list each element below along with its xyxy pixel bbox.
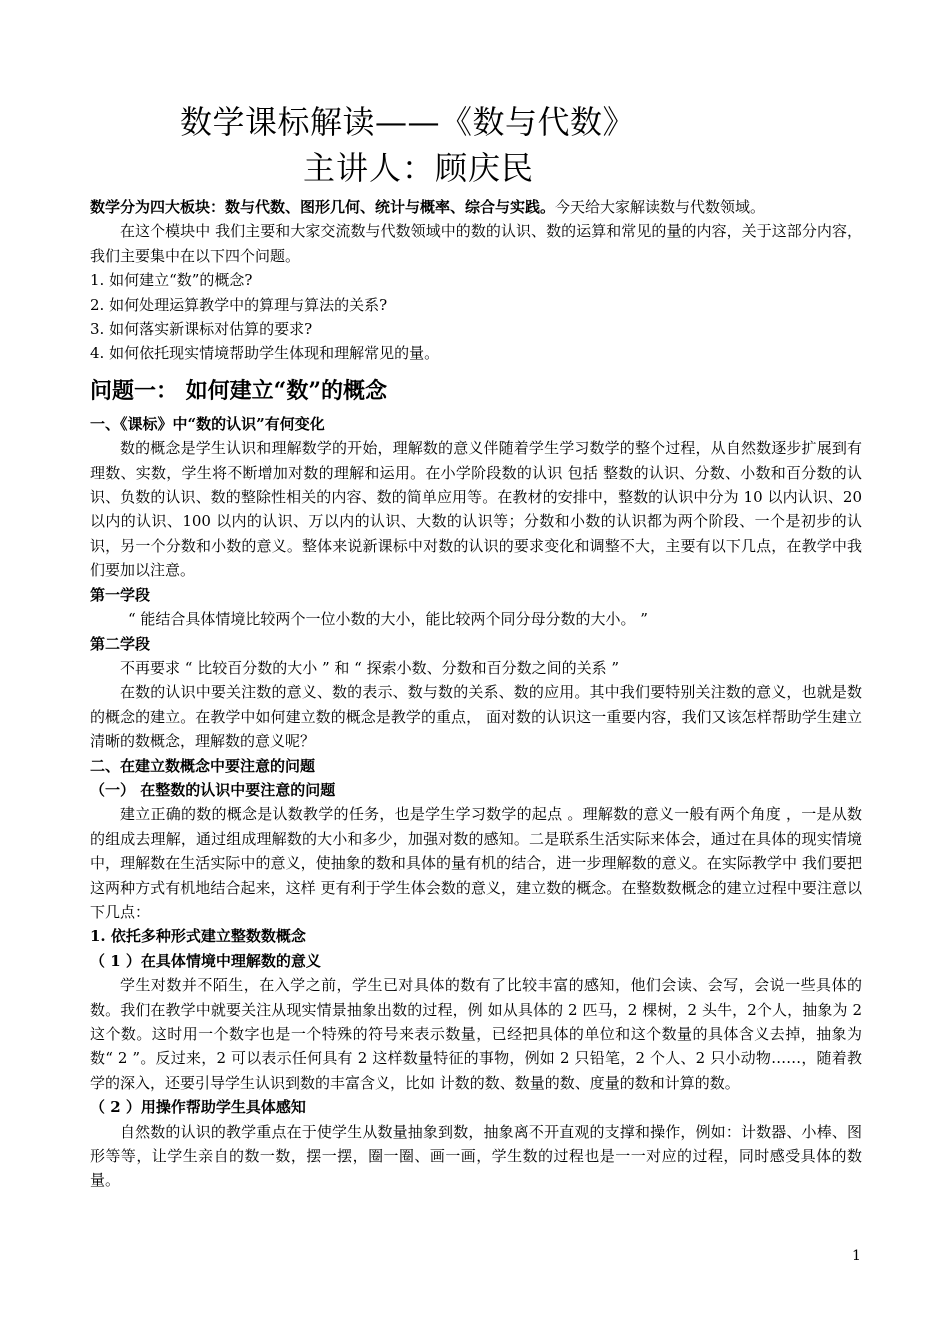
question-item-1: 1. 如何建立“数”的概念? — [90, 271, 253, 290]
subsection-heading-2a: （一） 在整数的认识中要注意的问题 — [90, 780, 336, 799]
stage1-label: 第一学段 — [90, 585, 151, 604]
stage2-label: 第二学段 — [90, 634, 151, 653]
page-number: 1 — [852, 1248, 861, 1264]
point-heading-1a: （ 1 ）在具体情境中理解数的意义 — [90, 951, 321, 970]
intro-lead-rest: 今天给大家解读数与代数领域。 — [555, 198, 766, 216]
subsection-heading-1: 一、《课标》中“数的认识”有何变化 — [90, 414, 325, 433]
question-item-2: 2. 如何处理运算教学中的算理与算法的关系? — [90, 295, 388, 314]
speaker-line: 主讲人：顾庆民 — [303, 149, 535, 187]
point-heading-1: 1. 依托多种形式建立整数数概念 — [90, 927, 306, 946]
paragraph-integer-concept: 建立正确的数的概念是认数教学的任务，也是学生学习数学的起点 。理解数的意义一般有两个角度 ，一是从数的组成去理解，通过组成理解数的大小和多少，加强对数的感知。二是联系生活实际来体会，通过在具体的现实情境中，理解数在生活实际中的意义，使抽象的数和具体的量有机的结合，进一步理解数的意义。在实际教学中 我们要把这两种方式有机地结合起来，这样 更有利于学生体会数的意义，建立数的概念。在整数数概念的建立过程中要注意以下几点： — [90, 805, 862, 921]
subsection-heading-2: 二、在建立数概念中要注意的问题 — [90, 756, 316, 775]
question-item-3: 3. 如何落实新课标对估算的要求? — [90, 320, 313, 339]
paragraph-context-meaning: 学生对数并不陌生，在入学之前，学生已对具体的数有了比较丰富的感知，他们会读、会写，会说一些具体的数。我们在教学中就要关注从现实情景抽象出数的过程，例 如从具体的 2 匹马，2 棵树，2 头牛，2个人，抽象为 2 这个数。这时用一个数字也是一个特殊的符号来表示数量，已经把具体的单位和这个数量的具体含义去掉，抽象为数“ 2 ”。反过来，2 可以表示任何具有 2 这样数量特征的事物，例如 2 只铅笔，2 个人、2 只小动物……，随着教学的深入，还要引导学生认识到数的丰富含义，比如 计数的数、数量的数、度量的数和计算的数。 — [90, 976, 862, 1092]
paragraph-number-concept: 数的概念是学生认识和理解数学的开始，理解数的意义伴随着学生学习数学的整个过程，从自然数逐步扩展到有理数、实数，学生将不断增加对数的理解和运用。在小学阶段数的认识 包括 整数的认识、分数、小数和百分数的认识、负数的认识、数的整除性相关的内容、数的简单应用等。在教材的安排中，整数的认识中分为 10 以内认识、20 以内的认识、100 以内的认识、万以内的认识、大数的认识等；分数和小数的认识都为两个阶段、一个是初步的认识，另一个分数和小数的意义。整体来说新课标中对数的认识的要求变化和调整不大，主要有以下几点，在教学中我们要加以注意。 — [90, 439, 862, 580]
page-content — [90, 100, 862, 1193]
paragraph-number-meaning: 在数的认识中要关注数的意义、数的表示、数与数的关系、数的应用。其中我们要特别关注数的意义，也就是数的概念的建立。在教学中如何建立数的概念是教学的重点， 面对数的认识这一重要内容，我们又该怎样帮助学生建立清晰的数概念，理解数的意义呢？ — [90, 683, 862, 751]
document-title: 数学课标解读——《数与代数》 — [180, 103, 636, 141]
paragraph-hands-on: 自然数的认识的教学重点在于使学生从数量抽象到数，抽象离不开直观的支撑和操作，例如：计数器、小棒、图形等等，让学生亲自的数一数，摆一摆，圈一圈、画一画，学生数的过程也是一一对应的过程，同时感受具体的数量。 — [90, 1122, 862, 1190]
point-heading-1b: （ 2 ）用操作帮助学生具体感知 — [90, 1098, 306, 1117]
section-heading-1: 问题一： 如何建立“数”的概念 — [90, 377, 387, 404]
stage1-quote: “ 能结合具体情境比较两个一位小数的大小，能比较两个同分母分数的大小。 ” — [128, 610, 648, 629]
intro-paragraph: 在这个模块中 我们主要和大家交流数与代数领域中的数的认识、数的运算和常见的量的内容，关于这部分内容，我们主要集中在以下四个问题。 — [90, 222, 862, 265]
intro-lead — [90, 195, 862, 219]
stage2-quote: 不再要求 “ 比较百分数的大小 ” 和 “ 探索小数、分数和百分数之间的关系 ” — [120, 658, 620, 677]
intro-lead-bold: 数学分为四大板块：数与代数、图形几何、统计与概率、综合与实践。 — [90, 198, 556, 216]
question-item-4: 4. 如何依托现实情境帮助学生体现和理解常见的量。 — [90, 344, 440, 363]
